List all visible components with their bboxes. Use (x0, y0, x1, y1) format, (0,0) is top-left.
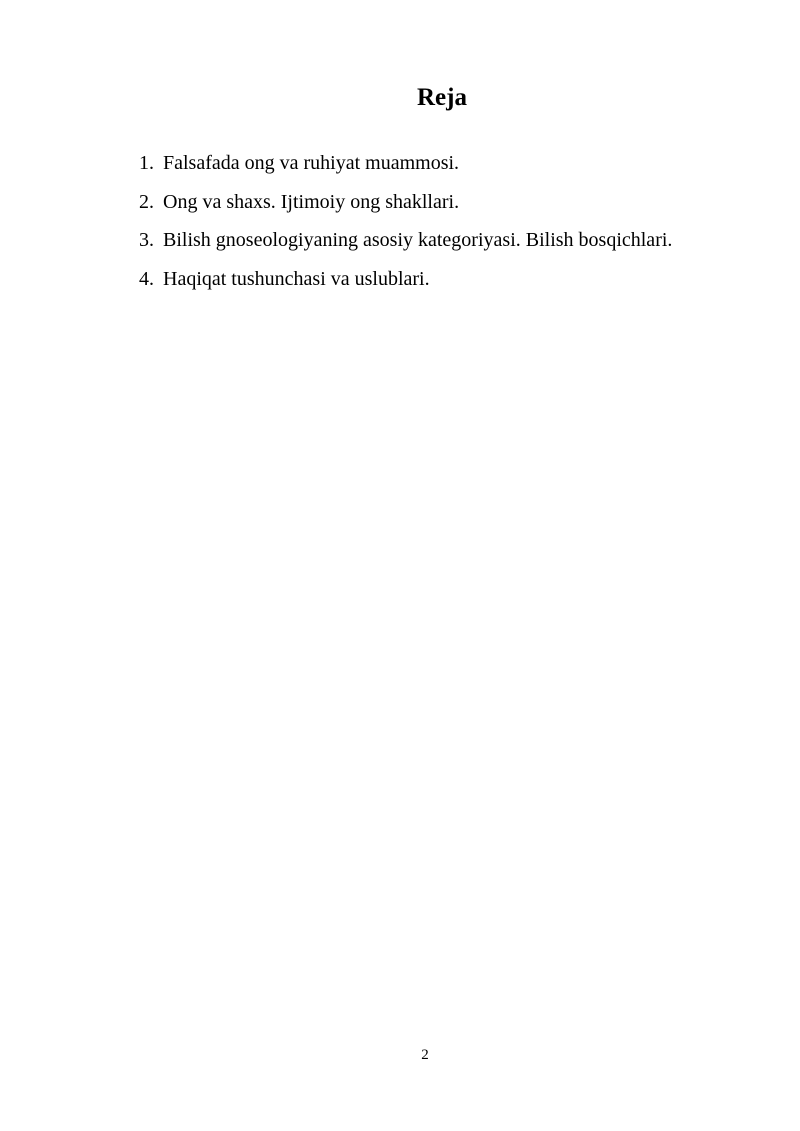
plan-item-4 (139, 260, 672, 299)
plan-item-number: 1. (139, 152, 154, 174)
page-title: Reja (417, 84, 467, 111)
plan-item-number: 3. (139, 229, 154, 251)
plan-item-text: Falsafada ong va ruhiyat muammosi. (163, 152, 460, 174)
plan-item-text: Haqiqat tushunchasi va uslublari. (163, 267, 430, 290)
plan-item-2 (139, 183, 672, 222)
plan-item-1 (139, 144, 672, 183)
plan-list (139, 144, 672, 298)
plan-item-text: Ong va shaxs. Ijtimoiy ong shakllari. (163, 190, 460, 213)
plan-item-number: 4. (139, 267, 154, 290)
plan-item-number: 2. (139, 190, 154, 213)
plan-item-text: Bilish gnoseologiyaning asosiy kategoriyasi. Bilish bosqichlari. (163, 229, 673, 251)
plan-item-3 (139, 221, 672, 260)
page-number: 2 (421, 1047, 429, 1063)
